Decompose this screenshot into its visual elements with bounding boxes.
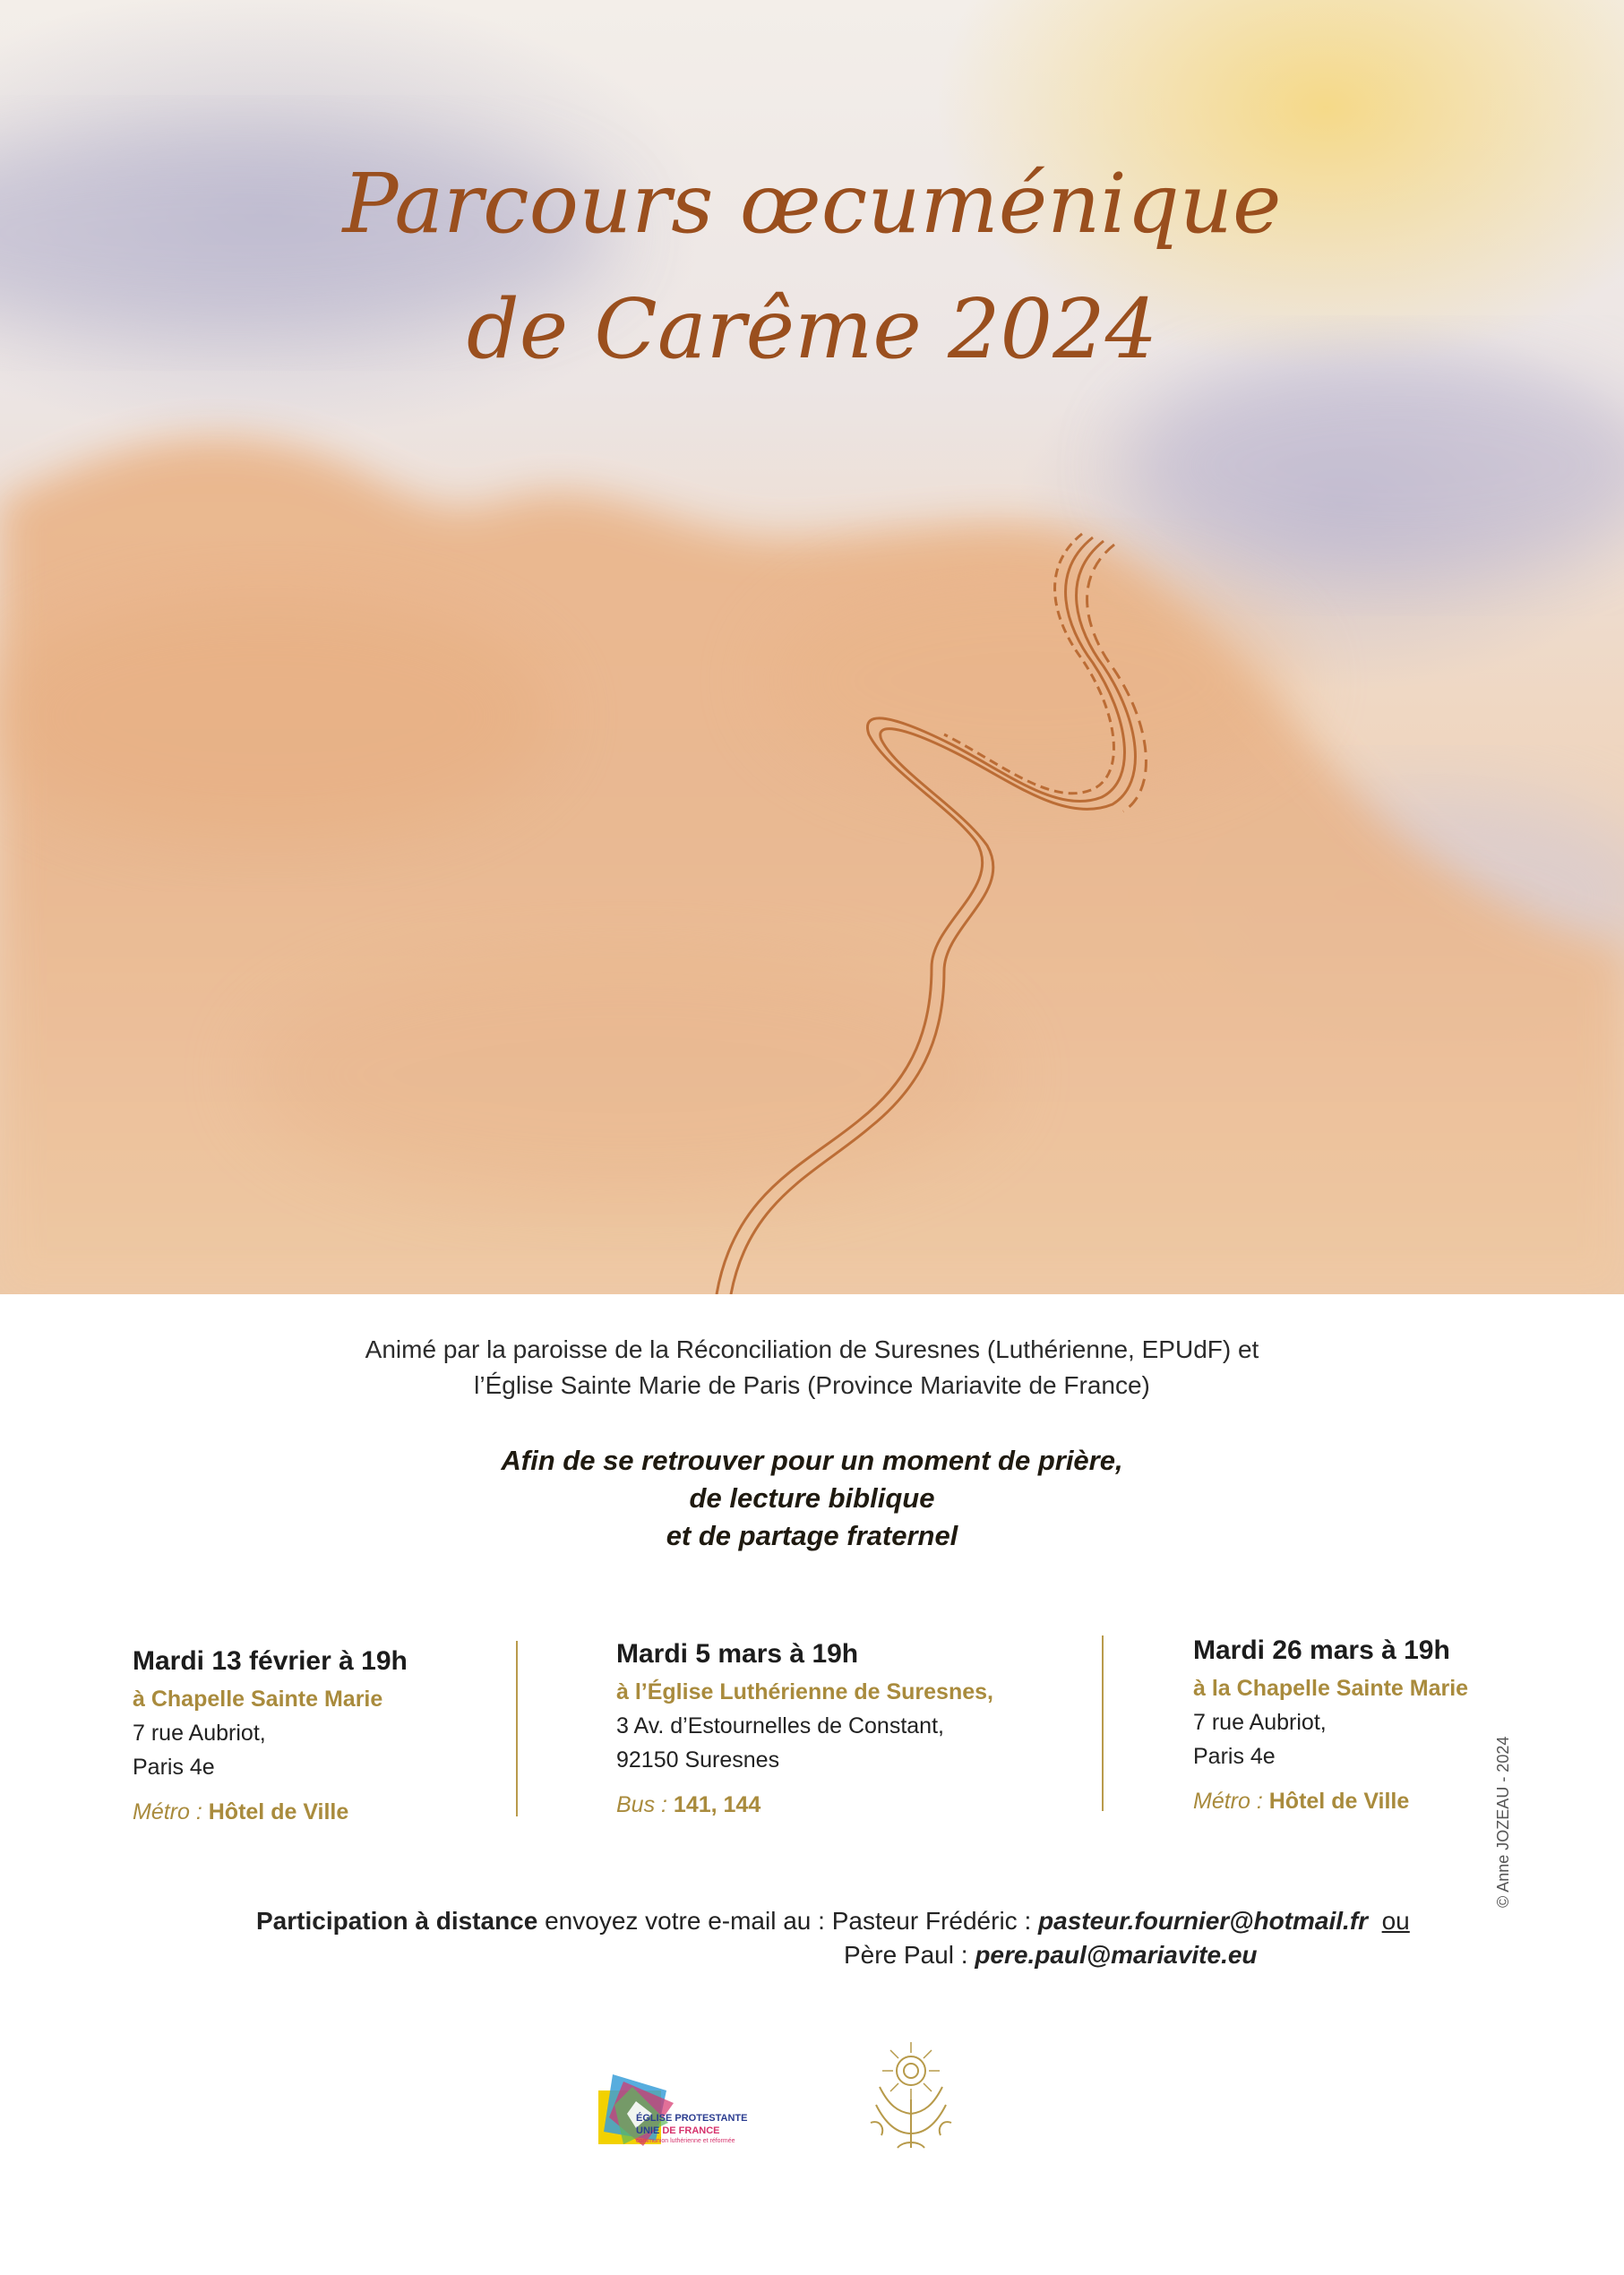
- event-3: [1193, 1630, 1468, 1818]
- transport-label: Bus :: [616, 1792, 674, 1817]
- transport-value: 141, 144: [673, 1792, 761, 1817]
- tagline-line-2: de lecture biblique: [689, 1482, 935, 1514]
- epudf-line-2: [636, 2125, 720, 2136]
- event-address-line-2: Paris 4e: [1193, 1744, 1276, 1769]
- event-address-line-2: Paris 4e: [133, 1755, 215, 1780]
- event-transport: [616, 1788, 993, 1822]
- intro-line-1: Animé par la paroisse de la Réconciliation de Suresnes (Luthérienne, EPUdF) et: [365, 1335, 1259, 1363]
- epudf-line-2a: UNIE: [636, 2125, 660, 2136]
- event-place: à l’Église Luthérienne de Suresnes,: [616, 1679, 993, 1704]
- epudf-line-1: ÉGLISE PROTESTANTE: [636, 2113, 748, 2124]
- event-2: [616, 1634, 993, 1822]
- event-place: à la Chapelle Sainte Marie: [1193, 1676, 1469, 1701]
- epudf-logo: [597, 2069, 776, 2159]
- remote-text-2: Père Paul :: [844, 1941, 975, 1969]
- or-text: ou: [1381, 1907, 1410, 1935]
- event-1: [133, 1641, 408, 1829]
- photo-credit: © Anne JOZEAU - 2024: [1494, 1736, 1512, 1908]
- event-place: à Chapelle Sainte Marie: [133, 1687, 383, 1712]
- transport-value: Hôtel de Ville: [1268, 1789, 1410, 1814]
- event-address-line-2: 92150 Suresnes: [616, 1747, 780, 1773]
- intro-text: [0, 1332, 1624, 1404]
- event-address-line-1: 7 rue Aubriot,: [1193, 1710, 1327, 1735]
- email-pere-paul-link[interactable]: pere.paul@mariavite.eu: [975, 1941, 1258, 1969]
- mariavite-emblem-mark: [862, 2033, 960, 2159]
- epudf-logo-mark: [597, 2069, 776, 2159]
- event-address-line-1: 3 Av. d’Estournelles de Constant,: [616, 1713, 944, 1738]
- event-date: Mardi 5 mars à 19h: [616, 1639, 859, 1669]
- title-line-2: de Carême 2024: [466, 281, 1158, 377]
- epudf-line-2b: DE FRANCE: [659, 2125, 720, 2136]
- transport-label: Métro :: [1193, 1789, 1269, 1814]
- email-pasteur-link[interactable]: pasteur.fournier@hotmail.fr: [1038, 1907, 1369, 1935]
- epudf-line-3: communion luthérienne et réformée: [636, 2138, 735, 2144]
- event-transport: [133, 1795, 408, 1829]
- transport-value: Hôtel de Ville: [208, 1799, 349, 1824]
- column-divider: [1102, 1635, 1104, 1811]
- tagline-line-3: et de partage fraternel: [666, 1520, 958, 1551]
- event-date: Mardi 13 février à 19h: [133, 1646, 408, 1676]
- transport-label: Métro :: [133, 1799, 209, 1824]
- remote-participation-line-1: [256, 1904, 1410, 1938]
- event-date: Mardi 26 mars à 19h: [1193, 1635, 1450, 1665]
- mariavite-emblem: [862, 2033, 960, 2159]
- remote-text-1: envoyez votre e-mail au : Pasteur Frédéric :: [537, 1907, 1039, 1935]
- event-transport: [1193, 1784, 1468, 1818]
- remote-participation-line-2: [844, 1938, 1258, 1972]
- intro-line-2: l’Église Sainte Marie de Paris (Province Mariavite de France): [474, 1371, 1150, 1399]
- tagline: [0, 1442, 1624, 1555]
- tagline-line-1: Afin de se retrouver pour un moment de prière,: [501, 1445, 1123, 1476]
- page-title: [0, 142, 1624, 392]
- remote-heading: Participation à distance: [256, 1907, 538, 1935]
- title-line-1: Parcours œcuménique: [342, 156, 1282, 252]
- event-address-line-1: 7 rue Aubriot,: [133, 1721, 266, 1746]
- column-divider: [516, 1641, 518, 1816]
